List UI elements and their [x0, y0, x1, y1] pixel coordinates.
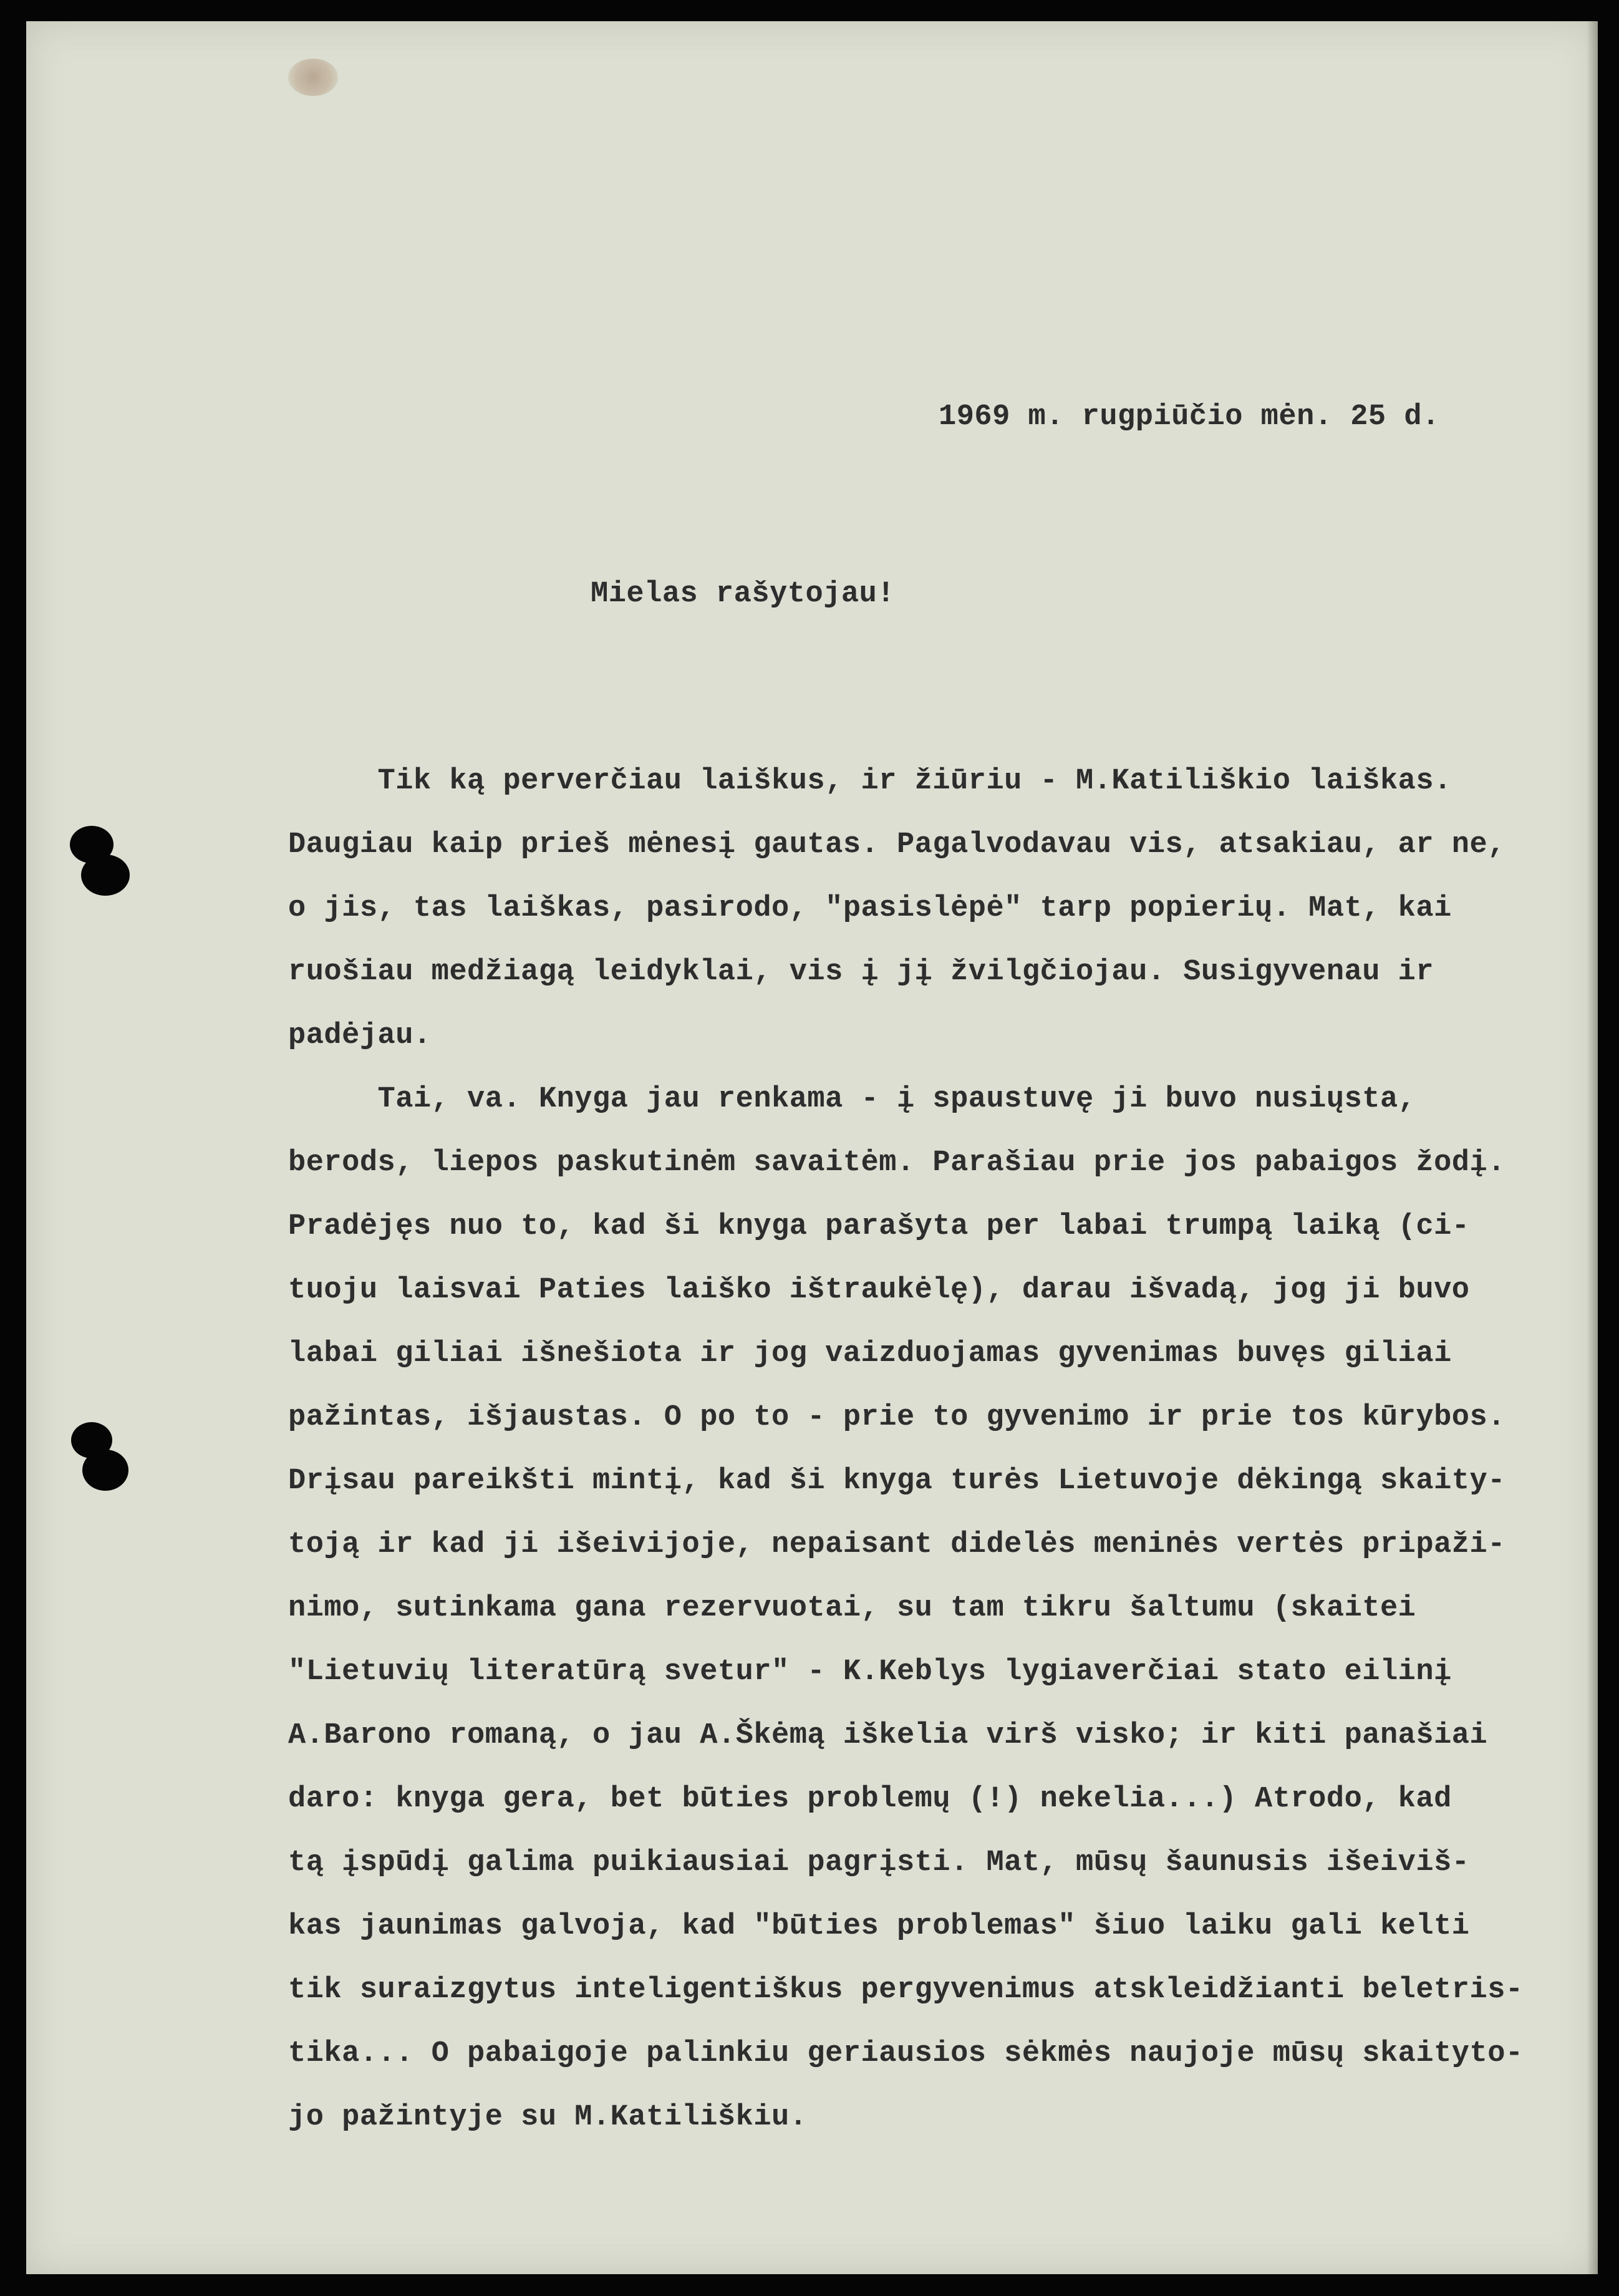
- letter-body-line: nimo, sutinkama gana rezervuotai, su tam tikru šaltumu (skaitei: [288, 1592, 1416, 1625]
- letter-body-line: tuoju laisvai Paties laiško ištraukėlę), darau išvadą, jog ji buvo: [288, 1274, 1470, 1307]
- letter-body-line: daro: knyga gera, bet būties problemų (!) nekelia...) Atrodo, kad: [288, 1783, 1452, 1816]
- letter-body-line: ruošiau medžiagą leidyklai, vis į jį žvilgčiojau. Susigyvenau ir: [288, 956, 1434, 989]
- letter-salutation: Mielas rašytojau!: [591, 578, 895, 611]
- letter-body-line: Tik ką perverčiau laiškus, ir žiūriu - M.Katiliškio laiškas.: [288, 765, 1452, 798]
- letter-body-line: kas jaunimas galvoja, kad "būties problemas" šiuo laiku gali kelti: [288, 1910, 1470, 1943]
- letter-date: 1969 m. rugpiūčio mėn. 25 d.: [939, 400, 1440, 434]
- letter-page: [26, 21, 1598, 2274]
- letter-body-line: tika... O pabaigoje palinkiu geriausios sėkmės naujoje mūsų skaityto-: [288, 2037, 1524, 2070]
- letter-body-line: A.Barono romaną, o jau A.Škėmą iškelia virš visko; ir kiti panašiai: [288, 1719, 1488, 1752]
- letter-body-line: "Lietuvių literatūrą svetur" - K.Keblys lygiaverčiai stato eilinį: [288, 1655, 1452, 1688]
- letter-body-line: o jis, tas laiškas, pasirodo, "pasislėpė" tarp popierių. Mat, kai: [288, 892, 1452, 925]
- letter-body-line: pažintas, išjaustas. O po to - prie to gyvenimo ir prie tos kūrybos.: [288, 1401, 1505, 1434]
- letter-body-line: labai giliai išnešiota ir jog vaizduojamas gyvenimas buvęs giliai: [288, 1337, 1452, 1370]
- letter-body-line: padėjau.: [288, 1019, 432, 1052]
- letter-body-line: Daugiau kaip prieš mėnesį gautas. Pagalvodavau vis, atsakiau, ar ne,: [288, 828, 1505, 861]
- letter-body-line: tik suraizgytus inteligentiškus pergyvenimus atskleidžianti beletris-: [288, 1974, 1524, 2007]
- letter-body-line: toją ir kad ji išeivijoje, nepaisant didelės meninės vertės pripaži-: [288, 1528, 1505, 1561]
- letter-body-line: Tai, va. Knyga jau renkama - į spaustuvę ji buvo nusiųsta,: [288, 1083, 1416, 1116]
- letter-body-line: berods, liepos paskutinėm savaitėm. Parašiau prie jos pabaigos žodį.: [288, 1146, 1505, 1179]
- letter-body-line: Pradėjęs nuo to, kad ši knyga parašyta per labai trumpą laiką (ci-: [288, 1210, 1470, 1243]
- punch-hole-top-b: [81, 855, 130, 896]
- paper-stain: [288, 59, 338, 96]
- letter-body-line: jo pažintyje su M.Katiliškiu.: [288, 2101, 808, 2134]
- punch-hole-bottom-b: [82, 1450, 128, 1491]
- letter-body-line: tą įspūdį galima puikiausiai pagrįsti. Mat, mūsų šaunusis išeiviš-: [288, 1846, 1470, 1879]
- letter-body-line: Drįsau pareikšti mintį, kad ši knyga turės Lietuvoje dėkingą skaity-: [288, 1465, 1505, 1498]
